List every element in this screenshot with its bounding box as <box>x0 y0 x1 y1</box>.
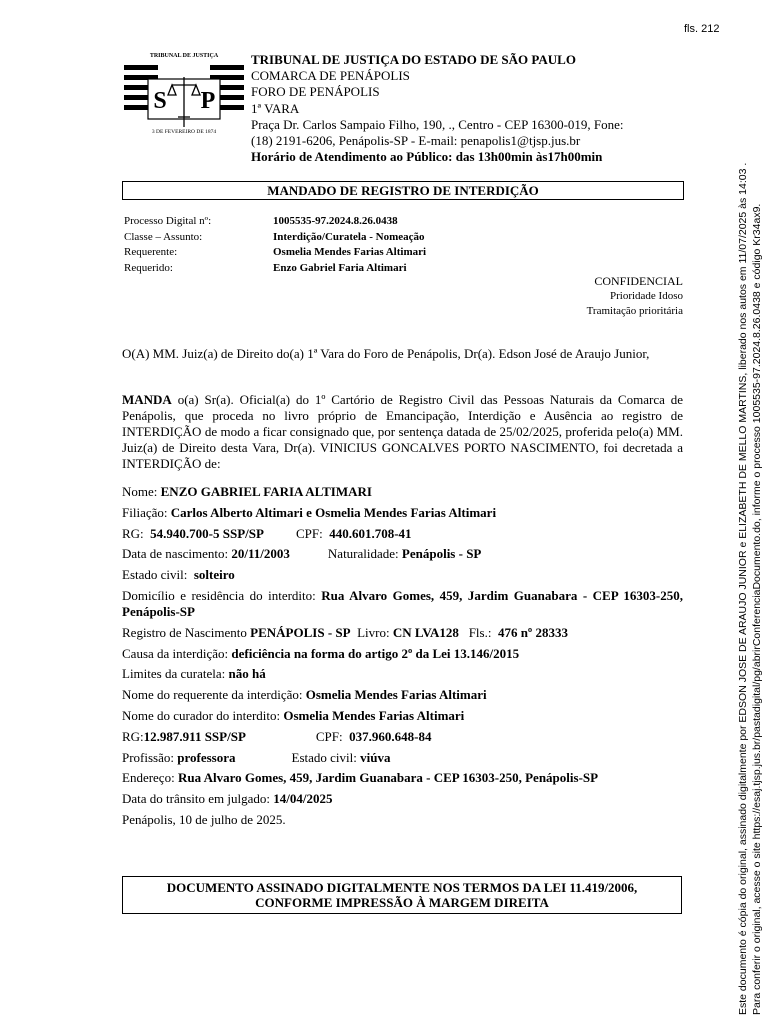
field-profession: Profissão: professora Estado civil: viúva <box>122 749 391 765</box>
confidential-label: CONFIDENCIAL <box>594 274 683 288</box>
margin-line-2: Para conferir o original, acesse o site https://esaj.tjsp.jus.br/pastadigital/pg/abrirConferenciaDocumento.do, informe o processo 1005535-97.2024.8.26.0438 e código Kr34ax9. <box>751 203 763 1015</box>
process-value: 1005535-97.2024.8.26.0438 <box>273 215 398 227</box>
defendant-value: Enzo Gabriel Faria Altimari <box>273 261 407 274</box>
priority-elderly: Prioridade Idoso <box>609 290 683 302</box>
field-birth-registry: Registro de Nascimento PENÁPOLIS - SP Livro: CN LVA128 Fls.: 476 nº 28333 <box>122 624 568 640</box>
class-label: Classe – Assunto: <box>124 230 203 243</box>
address-line-1: Praça Dr. Carlos Sampaio Filho, 190, ., Centro - CEP 16300-019, Fone: <box>251 116 624 132</box>
digital-signature-margin <box>736 115 764 1015</box>
signature-notice <box>122 876 682 914</box>
field-address: Endereço: Rua Alvaro Gomes, 459, Jardim Guanabara - CEP 16303-250, Penápolis-SP <box>122 770 599 786</box>
office-hours: Horário de Atendimento ao Público: das 13h00min às17h00min <box>251 149 603 165</box>
process-info <box>124 214 426 276</box>
svg-text:TRIBUNAL DE JUSTIÇA: TRIBUNAL DE JUSTIÇA <box>149 53 219 59</box>
margin-line-1: Este documento é cópia do original, assinado digitalmente por EDSON JOSE DE ARAUJO JUNIOR e ELIZABETH DE MELLO MARTINS, liberado nos autos em 11/07/2025 às 14:03 . <box>737 162 749 1015</box>
field-filiation: Filiação: Carlos Alberto Altimari e Osmelia Mendes Farias Altimari <box>122 504 497 520</box>
order-lead: MANDA <box>122 392 172 407</box>
field-requester: Nome do requerente da interdição: Osmelia Mendes Farias Altimari <box>122 687 487 703</box>
address-line-2: (18) 2191-6206, Penápolis-SP - E-mail: penapolis1@tjsp.jus.br <box>251 133 581 149</box>
field-birth: Data de nascimento: 20/11/2003 Naturalidade: Penápolis - SP <box>122 546 482 562</box>
order-text: o(a) Sr(a). Oficial(a) do 1º Cartório de Registro Civil das Pessoas Naturais da Comarca de Penápolis, que proceda no livro próprio de Emancipação, Interdição e Ausência ao registro de INTERDIÇÃO de modo a ficar consignado que, por sentença datada de 25/02/2025, proferida pelo(a) MM. Juiz(a) de Direito desta Vara, Dr(a). VINICIUS GONCALVES PORTO NASCIMENTO, foi decretada a INTERDIÇÃO de: <box>122 392 683 471</box>
document-title: MANDADO DE REGISTRO DE INTERDIÇÃO <box>122 181 684 200</box>
svg-text:3 DE FEVEREIRO DE 1874: 3 DE FEVEREIRO DE 1874 <box>151 129 217 135</box>
field-rg-cpf: RG: 54.940.700-5 SSP/SP CPF: 440.601.708-41 <box>122 525 412 541</box>
priority-processing: Tramitação prioritária <box>586 305 683 317</box>
field-marital: Estado civil: solteiro <box>122 567 235 583</box>
plaintiff-label: Requerente: <box>124 246 178 258</box>
plaintiff-value: Osmelia Mendes Farias Altimari <box>273 246 427 258</box>
defendant-label: Requerido: <box>124 261 173 274</box>
field-domicile: Domicílio e residência do interdito: Rua Alvaro Gomes, 459, Jardim Guanabara - CEP 16303-250, Penápolis-SP <box>122 587 683 619</box>
field-curator-rg-cpf: RG:12.987.911 SSP/SP CPF: 037.960.648-84 <box>122 728 432 744</box>
page-number: fls. 212 <box>684 23 720 35</box>
class-value: Interdição/Curatela - Nomeação <box>273 230 425 243</box>
place-date: Penápolis, 10 de julho de 2025. <box>122 811 286 827</box>
signature-notice-line-2: CONFORME IMPRESSÃO À MARGEM DIREITA <box>255 895 549 910</box>
comarca: COMARCA DE PENÁPOLIS <box>251 68 410 84</box>
court-logo <box>122 47 246 135</box>
intro-paragraph: O(A) MM. Juiz(a) de Direito do(a) 1ª Vara do Foro de Penápolis, Dr(a). Edson José de Araujo Junior, <box>122 346 650 361</box>
svg-text:P: P <box>200 88 216 114</box>
court-name: TRIBUNAL DE JUSTIÇA DO ESTADO DE SÃO PAULO <box>251 52 576 67</box>
process-label: Processo Digital nº: <box>124 215 212 227</box>
field-limits: Limites da curatela: não há <box>122 666 266 682</box>
vara: 1ª VARA <box>251 100 300 116</box>
field-curator: Nome do curador do interdito: Osmelia Mendes Farias Altimari <box>122 707 465 723</box>
svg-text:S: S <box>153 88 167 114</box>
court-header <box>251 52 681 165</box>
field-name: Nome: ENZO GABRIEL FARIA ALTIMARI <box>122 484 372 499</box>
order-paragraph <box>122 392 683 472</box>
signature-notice-line-1: DOCUMENTO ASSINADO DIGITALMENTE NOS TERMOS DA LEI 11.419/2006, <box>166 880 638 895</box>
interdiction-fields <box>122 484 683 833</box>
field-cause: Causa da interdição: deficiência na forma do artigo 2º da Lei 13.146/2015 <box>122 645 520 661</box>
foro: FORO DE PENÁPOLIS <box>251 84 380 100</box>
field-transit-date: Data do trânsito em julgado: 14/04/2025 <box>122 791 333 807</box>
confidentiality-notes <box>587 274 683 319</box>
